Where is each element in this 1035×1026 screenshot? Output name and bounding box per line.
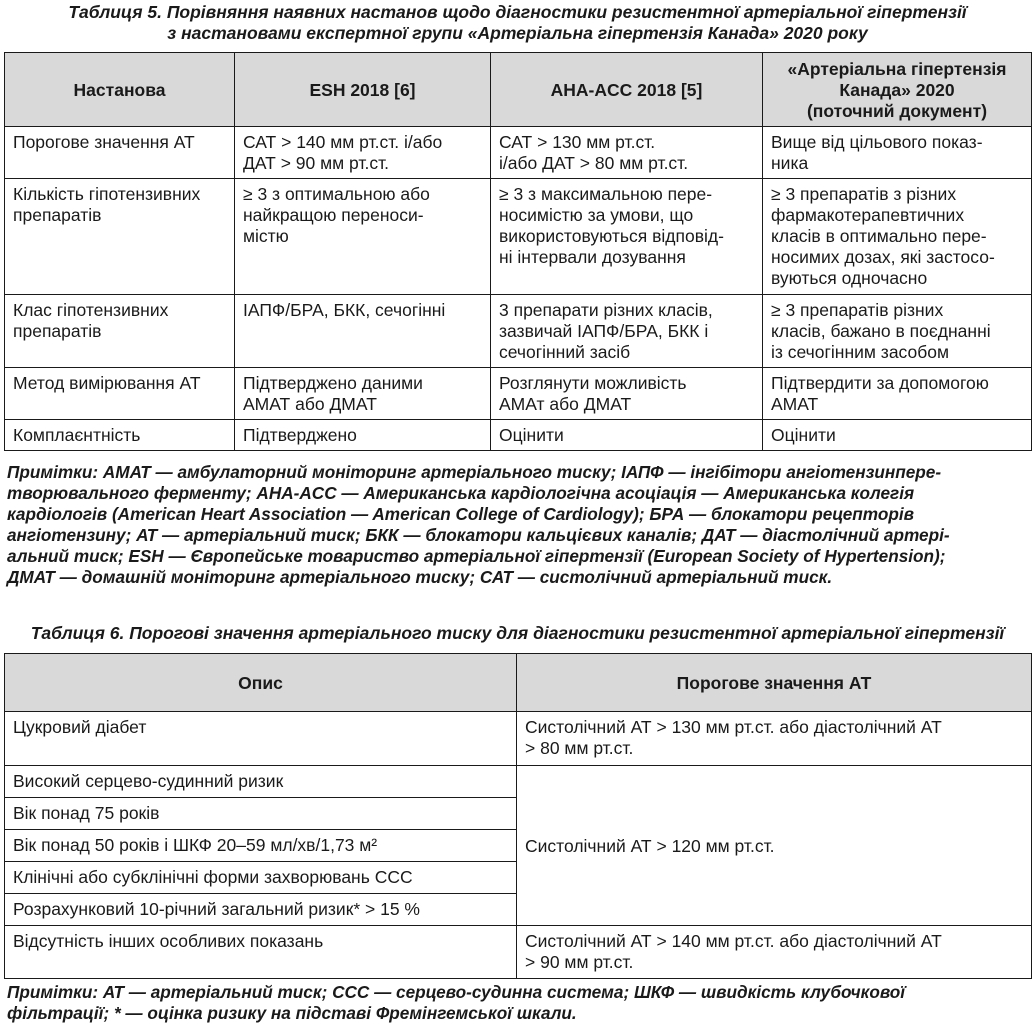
- table-cell: Вище від цільового показ- ника: [763, 127, 1032, 179]
- table-cell: Цукровий діабет: [5, 712, 517, 766]
- table6-notes: [7, 982, 1031, 1024]
- table-row: [5, 295, 1032, 368]
- table5-header-cell: ESH 2018 [6]: [235, 53, 491, 127]
- table5-caption-line-1: Таблиця 5. Порівняння наявних настанов щодо діагностики резистентної артеріальної гіпертензії: [68, 2, 967, 22]
- table6-header-row: [5, 654, 1032, 712]
- table-row: [5, 368, 1032, 420]
- table-cell: ≥ 3 з оптимальною або найкращою переноси- містю: [235, 179, 491, 295]
- notes-line: кардіологів (American Heart Association — American College of Cardiology); БРА — блокатори рецепторів: [7, 504, 914, 524]
- table6: [4, 653, 1032, 979]
- table6-header-cell: Опис: [5, 654, 517, 712]
- table5-caption-line-2: з настановами експертної групи «Артеріальна гіпертензія Канада» 2020 року: [167, 23, 868, 43]
- table-row: [5, 926, 1032, 979]
- table-cell: Підтвердити за допомогою АМАТ: [763, 368, 1032, 420]
- table-cell: ≥ 3 з максимальною пере- носимістю за умови, що використовуються відповід- ні інтервали дозування: [491, 179, 763, 295]
- table-cell: Оцінити: [491, 420, 763, 451]
- table-cell: Розглянути можливість АМАт або ДМАТ: [491, 368, 763, 420]
- notes-line: творювального ферменту; AHA-ACC — Американська кардіологічна асоціація — Американська колегія: [7, 483, 915, 503]
- table5-header-cell: Настанова: [5, 53, 235, 127]
- table-row: [5, 420, 1032, 451]
- table-cell: Клінічні або субклінічні форми захворювань ССС: [5, 862, 517, 894]
- notes-line: Примітки: АМАТ — амбулаторний моніторинг артеріального тиску; ІАПФ — інгібітори ангіотензинпере-: [7, 462, 942, 482]
- table5-caption: [0, 2, 1035, 44]
- table-cell: ≥ 3 препаратів з різних фармакотерапевтичних класів в оптимально пере- носимих дозах, які застосо- вуються одночасно: [763, 179, 1032, 295]
- table-cell: САТ > 140 мм рт.ст. і/або ДАТ > 90 мм рт.ст.: [235, 127, 491, 179]
- table5-header-row: [5, 53, 1032, 127]
- table5-header-cell: «Артеріальна гіпертензія Канада» 2020 (поточний документ): [763, 53, 1032, 127]
- table-cell: Вік понад 75 років: [5, 798, 517, 830]
- notes-line: ДМАТ — домашній моніторинг артеріального тиску; САТ — систолічний артеріальний тиск.: [7, 567, 833, 587]
- table-cell: Підтверджено: [235, 420, 491, 451]
- table-cell: Підтверджено даними АМАТ або ДМАТ: [235, 368, 491, 420]
- table-cell: ІАПФ/БРА, БКК, сечогінні: [235, 295, 491, 368]
- table-cell: САТ > 130 мм рт.ст. і/або ДАТ > 80 мм рт.ст.: [491, 127, 763, 179]
- table-cell: Систолічний АТ > 140 мм рт.ст. або діастолічний АТ > 90 мм рт.ст.: [517, 926, 1032, 979]
- table-cell: 3 препарати різних класів, зазвичай ІАПФ/БРА, БКК і сечогінний засіб: [491, 295, 763, 368]
- table6-caption: Таблиця 6. Порогові значення артеріального тиску для діагностики резистентної артеріальної гіпертензії: [30, 623, 1005, 643]
- table-cell: Кількість гіпотензивних препаратів: [5, 179, 235, 295]
- table-cell: Комплаєнтність: [5, 420, 235, 451]
- table-row: [5, 712, 1032, 766]
- notes-line: Примітки: АТ — артеріальний тиск; ССС — серцево-судинна система; ШКФ — швидкість клубочкової: [7, 982, 906, 1002]
- table-row: [5, 766, 1032, 798]
- notes-line: ангіотензину; АТ — артеріальний тиск; БКК — блокатори кальцієвих каналів; ДАТ — діастолічний артері-: [7, 525, 950, 545]
- table5: [4, 52, 1032, 451]
- table-cell: Вік понад 50 років і ШКФ 20–59 мл/хв/1,73 м²: [5, 830, 517, 862]
- table-cell: Високий серцево-судинний ризик: [5, 766, 517, 798]
- table-cell: Метод вимірювання АТ: [5, 368, 235, 420]
- table-row: [5, 127, 1032, 179]
- table-cell: Розрахунковий 10-річний загальний ризик* > 15 %: [5, 894, 517, 926]
- table-row: [5, 179, 1032, 295]
- table-cell: ≥ 3 препаратів різних класів, бажано в поєднанні із сечогінним засобом: [763, 295, 1032, 368]
- table-cell: Систолічний АТ > 120 мм рт.ст.: [517, 766, 1032, 926]
- table-cell: Оцінити: [763, 420, 1032, 451]
- table6-header-cell: Порогове значення АТ: [517, 654, 1032, 712]
- table-cell: Порогове значення АТ: [5, 127, 235, 179]
- table-cell: Відсутність інших особливих показань: [5, 926, 517, 979]
- table-cell: Клас гіпотензивних препаратів: [5, 295, 235, 368]
- notes-line: фільтрації; * — оцінка ризику на підставі Фремінгемської шкали.: [7, 1003, 577, 1023]
- notes-line: альний тиск; ESH — Європейське товариство артеріальної гіпертензії (European Society of Hypertension);: [7, 546, 946, 566]
- table5-header-cell: AHA-ACC 2018 [5]: [491, 53, 763, 127]
- table5-notes: [7, 462, 1031, 588]
- table-cell: Систолічний АТ > 130 мм рт.ст. або діастолічний АТ > 80 мм рт.ст.: [517, 712, 1032, 766]
